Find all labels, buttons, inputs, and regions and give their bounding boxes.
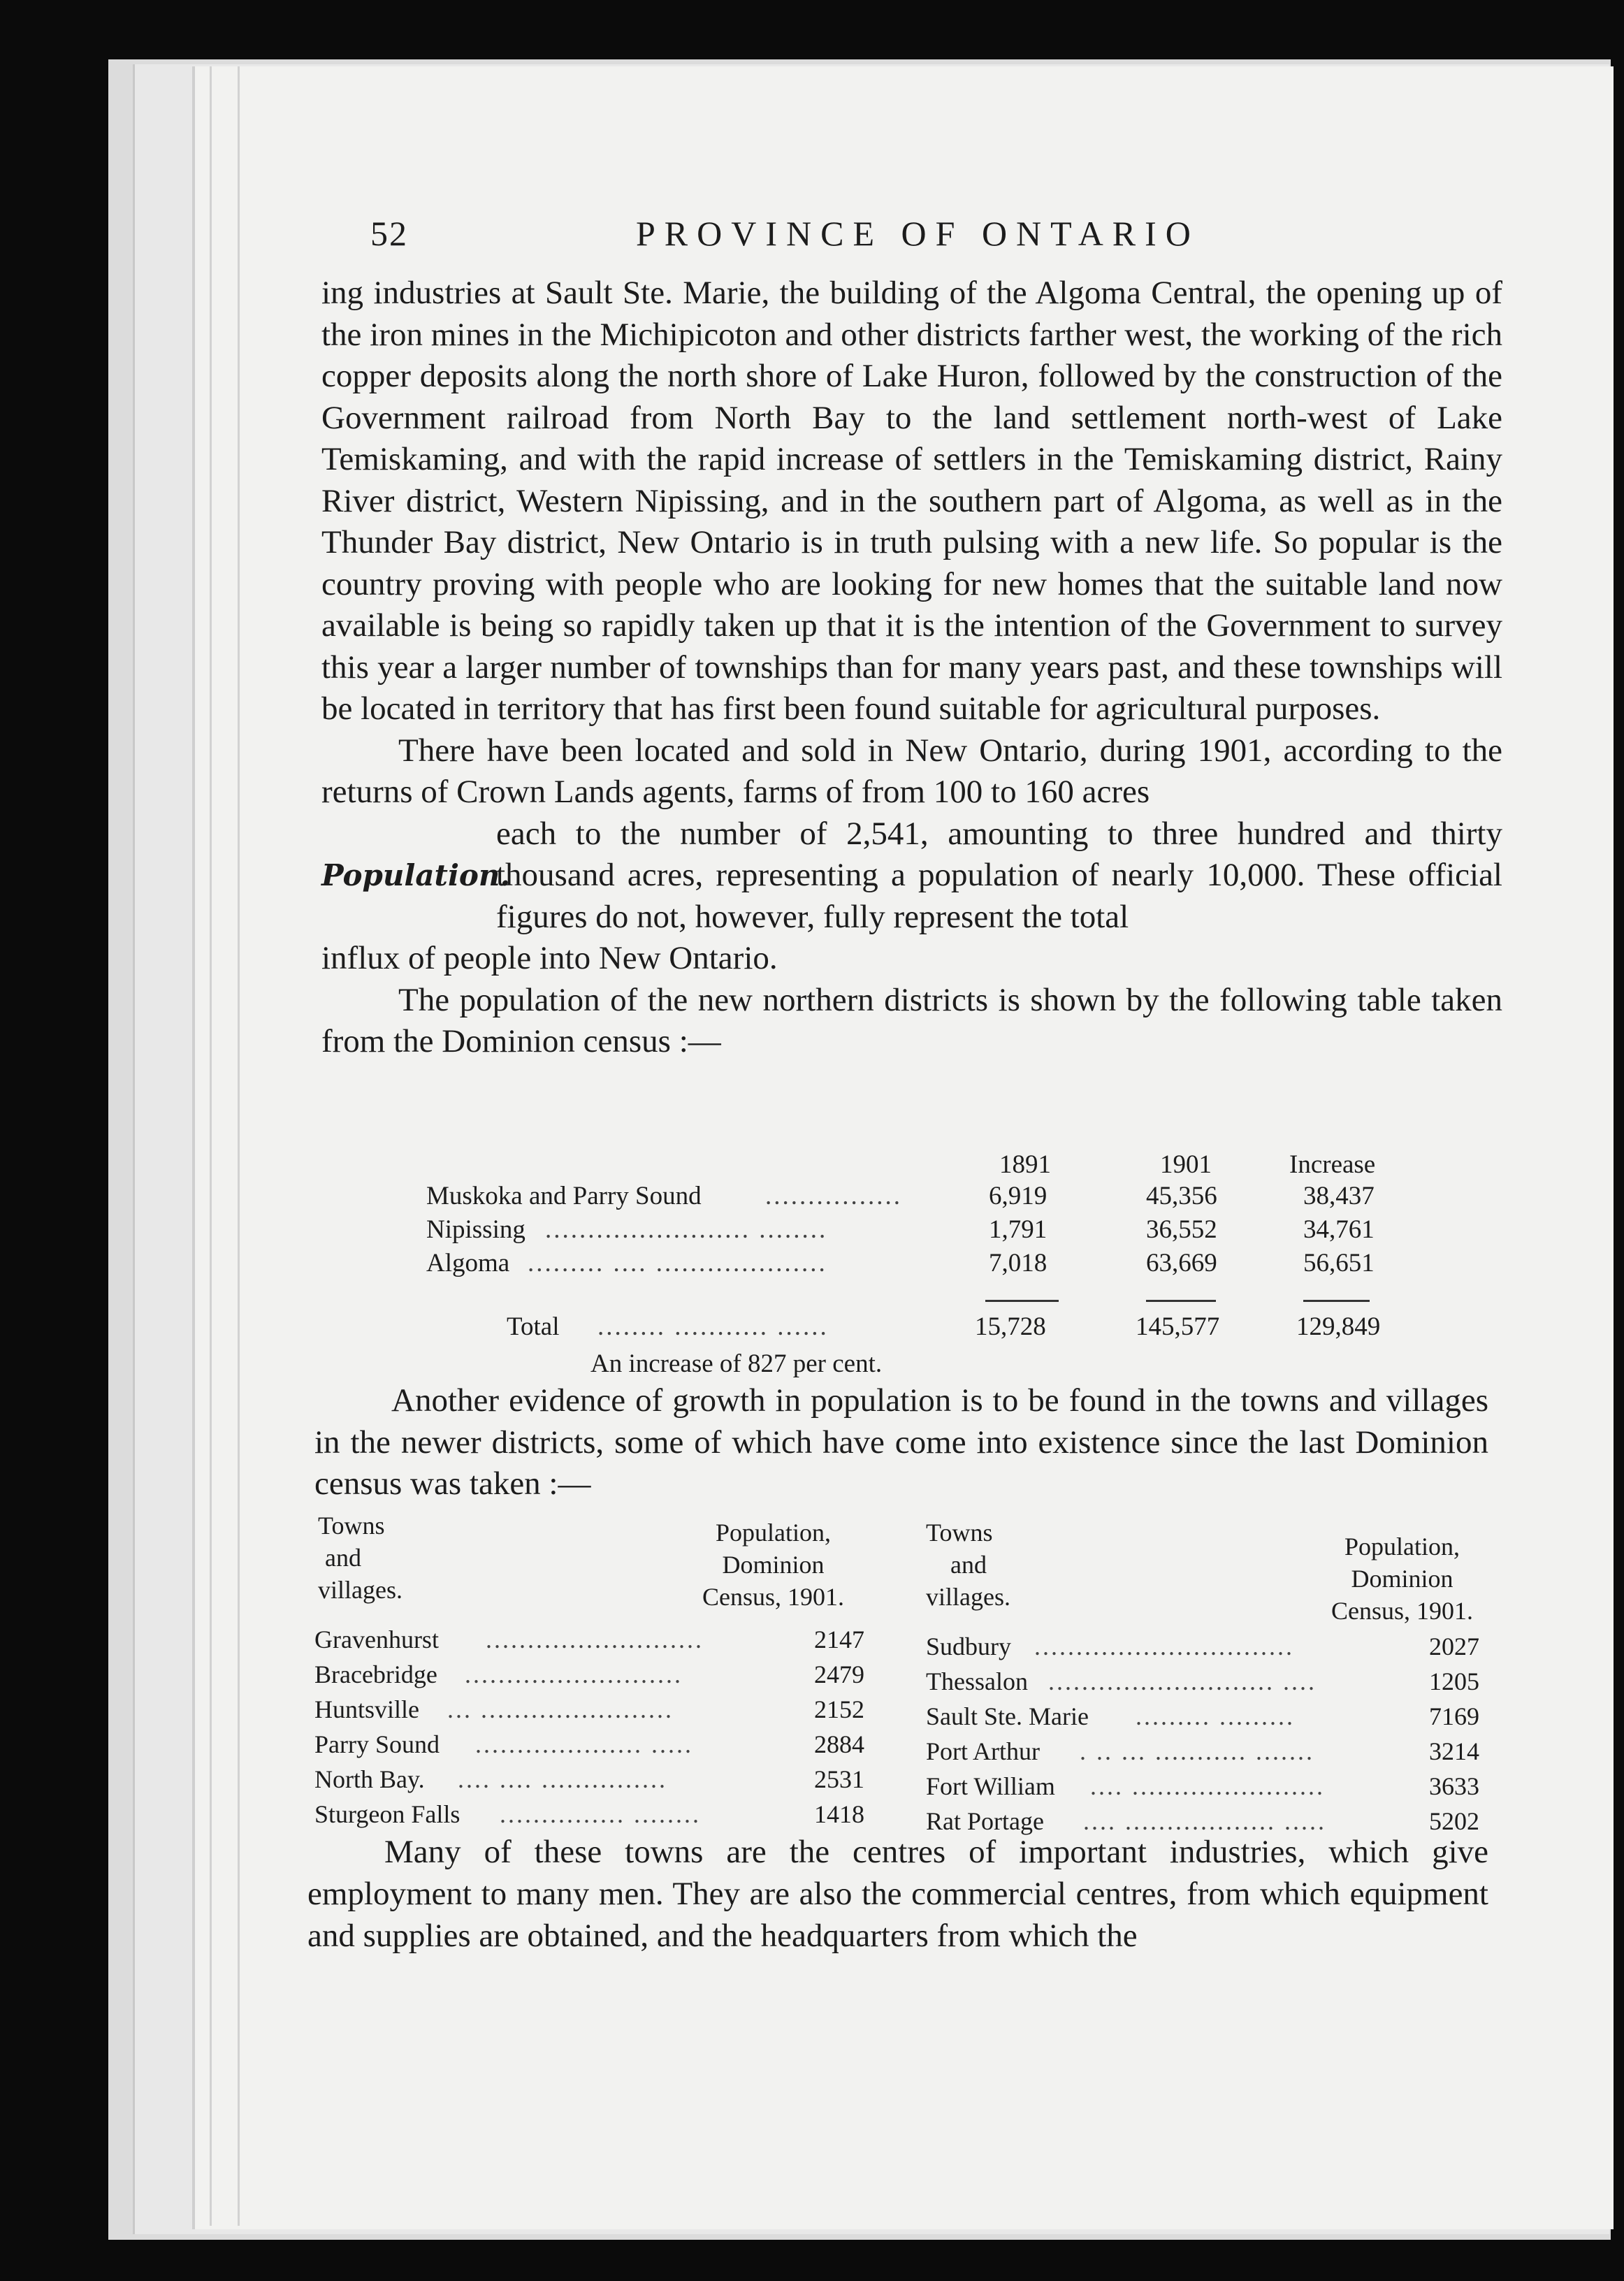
- paragraph: each to the number of 2,541, amounting to three hundred and thirty thousand acres, representing a population of nearly 10,000. These official figures do not, however, fully represent the total: [496, 815, 1502, 935]
- town-name: Sudbury: [926, 1632, 1012, 1660]
- leader-dots: ......... .........: [1136, 1702, 1295, 1730]
- gutter-line: [210, 66, 212, 2226]
- header-line: villages.: [926, 1583, 1010, 1611]
- sum-rule: [985, 1300, 1059, 1302]
- leader-dots: ............... ........: [500, 1800, 701, 1828]
- cell-1891: 7,018: [989, 1249, 1047, 1277]
- cell-increase: 56,651: [1303, 1249, 1375, 1277]
- page-number: 52: [370, 214, 408, 253]
- leader-dots: ... .......................: [447, 1695, 674, 1723]
- running-head: PROVINCE OF ONTARIO: [636, 214, 1200, 253]
- district-name: Muskoka and Parry Sound: [426, 1182, 702, 1210]
- town-population: 2147: [814, 1625, 864, 1653]
- header-line: Towns: [926, 1519, 993, 1547]
- sidenote-block: [321, 813, 1502, 939]
- table-row: [426, 1215, 1405, 1248]
- leader-dots: ..........................: [486, 1625, 704, 1653]
- town-name: Thessalon: [926, 1667, 1028, 1695]
- paragraph: There have been located and sold in New Ontario, during 1901, according to the returns of Crown Lands agents, farms of from 100 to 160 acres: [321, 732, 1502, 810]
- leader-dots: .... .......................: [1090, 1772, 1325, 1800]
- leader-dots: ........ ........... ......: [597, 1312, 829, 1341]
- town-row: [314, 1730, 873, 1765]
- header-line: Census, 1901.: [1331, 1597, 1474, 1625]
- header-line: villages.: [318, 1576, 403, 1604]
- town-row: [314, 1695, 873, 1730]
- header-line: Dominion: [1351, 1565, 1453, 1593]
- town-row: [926, 1737, 1485, 1772]
- table-note: An increase of 827 per cent.: [590, 1349, 883, 1378]
- leader-dots: ..........................: [465, 1660, 683, 1688]
- town-row: [314, 1660, 873, 1695]
- margin-sidenote: Population.: [321, 857, 511, 892]
- cell-1901: 63,669: [1146, 1249, 1217, 1277]
- town-name: Port Arthur: [926, 1737, 1041, 1765]
- column-header: [1331, 1530, 1473, 1627]
- sum-rule: [1146, 1300, 1216, 1302]
- total-increase: 129,849: [1296, 1312, 1381, 1341]
- header-line: Population,: [1344, 1533, 1460, 1561]
- cell-1891: 1,791: [989, 1215, 1047, 1244]
- town-population: 7169: [1429, 1702, 1479, 1730]
- town-population: 3214: [1429, 1737, 1479, 1765]
- town-population: 1205: [1429, 1667, 1479, 1695]
- town-population: 2479: [814, 1660, 864, 1688]
- cell-1901: 45,356: [1146, 1182, 1217, 1210]
- leader-dots: .................... .....: [475, 1730, 693, 1758]
- column-header: Increase: [1289, 1150, 1376, 1179]
- column-header: 1901: [1160, 1150, 1212, 1179]
- town-row: [926, 1667, 1485, 1702]
- paragraph: influx of people into New Ontario.: [321, 940, 778, 976]
- town-name: Rat Portage: [926, 1807, 1044, 1835]
- cell-increase: 38,437: [1303, 1182, 1375, 1210]
- paragraph: Many of these towns are the centres of important industries, which give employment to many men. They are also the commercial centres, from which equipment and supplies are obtained, and the headquarters from which the: [307, 1834, 1488, 1954]
- sum-rule: [1303, 1300, 1370, 1302]
- leader-dots: .... .................. .....: [1083, 1807, 1326, 1835]
- total-1891: 15,728: [975, 1312, 1046, 1341]
- town-population: 2027: [1429, 1632, 1479, 1660]
- body-text: [314, 1380, 1488, 1505]
- census-table: [426, 1150, 1405, 1380]
- header-line: Population,: [716, 1519, 832, 1547]
- total-1901: 145,577: [1136, 1312, 1220, 1341]
- town-name: North Bay.: [314, 1765, 425, 1793]
- town-name: Gravenhurst: [314, 1625, 439, 1653]
- towns-table: [314, 1509, 1488, 1845]
- town-population: 1418: [814, 1800, 864, 1828]
- town-name: Huntsville: [314, 1695, 419, 1723]
- town-population: 5202: [1429, 1807, 1479, 1835]
- town-row: [926, 1772, 1485, 1806]
- column-header: [702, 1516, 844, 1613]
- town-name: Sault Ste. Marie: [926, 1702, 1089, 1730]
- leader-dots: ........................ ........: [545, 1215, 828, 1244]
- town-row: [314, 1625, 873, 1660]
- header-line: Towns: [318, 1512, 385, 1540]
- leader-dots: ...............................: [1034, 1632, 1294, 1660]
- district-name: Algoma: [426, 1249, 510, 1277]
- header-line: and: [325, 1544, 361, 1572]
- town-name: Bracebridge: [314, 1660, 437, 1688]
- cell-increase: 34,761: [1303, 1215, 1375, 1244]
- leader-dots: . .. ... ........... .......: [1080, 1737, 1314, 1765]
- table-row: [426, 1248, 1405, 1282]
- header-line: Dominion: [722, 1551, 825, 1579]
- paragraph: ing industries at Sault Ste. Marie, the building of the Algoma Central, the opening up of the iron mines in the Michipicoton and other districts farther west, the working of the rich copper deposits along the north shore of Lake Huron, followed by the construction of the Government railroad from North Bay to the land settlement north-west of Lake Temiskaming, and with the rapid increase of settlers in the Temiskaming district, Rainy River district, Western Nipissing, and in the southern part of Algoma, as well as in the Thunder Bay district, New Ontario is in truth pulsing with a new life. So popular is the country proving with people who are looking for new homes that the suitable land now available is being so rapidly taken up that it is the intention of the Government to survey this year a larger number of townships than for many years past, and these townships will be located in territory that has first been found suitable for agricultural purposes.: [321, 275, 1502, 727]
- total-label: Total: [507, 1312, 560, 1341]
- town-population: 3633: [1429, 1772, 1479, 1800]
- total-row: [426, 1312, 1405, 1345]
- cell-1901: 36,552: [1146, 1215, 1217, 1244]
- table-row: [426, 1181, 1405, 1215]
- paragraph: The population of the new northern districts is shown by the following table taken from the Dominion census :—: [321, 981, 1502, 1059]
- column-header: 1891: [999, 1150, 1051, 1179]
- town-population: 2531: [814, 1765, 864, 1793]
- town-name: Sturgeon Falls: [314, 1800, 461, 1828]
- leader-dots: ......... .... ....................: [528, 1249, 827, 1277]
- town-name: Parry Sound: [314, 1730, 440, 1758]
- body-text: [321, 273, 1502, 1063]
- header-line: Census, 1901.: [702, 1583, 845, 1611]
- column-header: [926, 1516, 1010, 1613]
- page-header: [370, 213, 1419, 269]
- town-population: 2152: [814, 1695, 864, 1723]
- town-population: 2884: [814, 1730, 864, 1758]
- leader-dots: ........................... ....: [1048, 1667, 1317, 1695]
- leader-dots: ................: [765, 1182, 902, 1210]
- gutter-line: [238, 66, 240, 2226]
- paragraph: Another evidence of growth in population is to be found in the towns and villages in the newer districts, some of which have come into existence since the last Dominion census was taken :—: [314, 1382, 1488, 1502]
- town-row: [314, 1800, 873, 1834]
- district-name: Nipissing: [426, 1215, 525, 1244]
- town-row: [926, 1702, 1485, 1737]
- header-line: and: [950, 1551, 987, 1579]
- cell-1891: 6,919: [989, 1182, 1047, 1210]
- leader-dots: .... .... ...............: [458, 1765, 667, 1793]
- body-text: [307, 1831, 1488, 1957]
- town-row: [926, 1632, 1485, 1667]
- column-header: [318, 1509, 403, 1606]
- town-row: [314, 1765, 873, 1800]
- town-name: Fort William: [926, 1772, 1055, 1800]
